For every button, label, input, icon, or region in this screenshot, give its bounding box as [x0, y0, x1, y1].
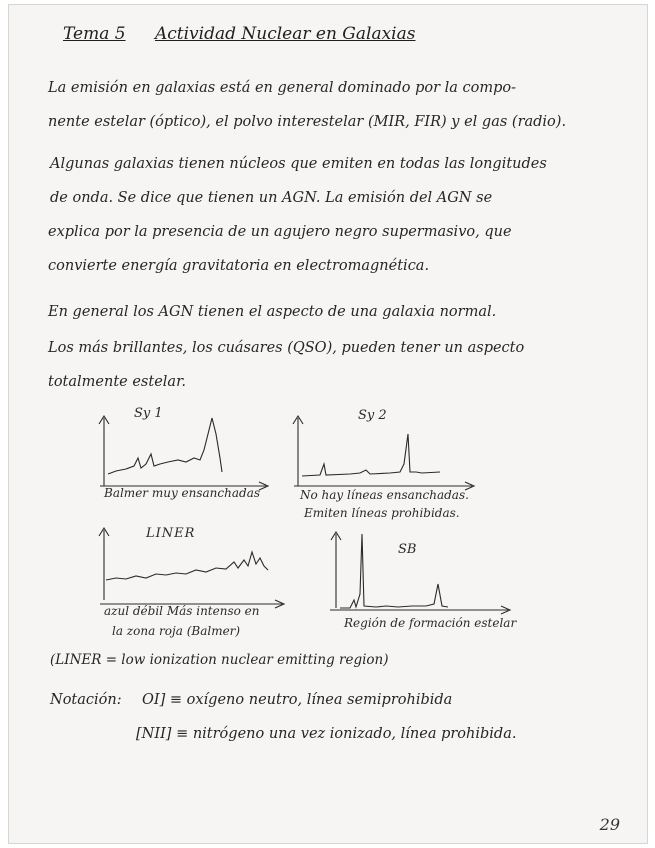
notation-label: Notación: [50, 692, 122, 708]
notation-item-oi: OI] ≡ oxígeno neutro, línea semiprohibida [142, 692, 453, 708]
liner-caption-2: la zona roja (Balmer) [112, 624, 241, 638]
text-line: convierte energía gravitatoria en electromagnética. [48, 258, 430, 274]
sy2-caption-1: No hay líneas ensanchadas. [300, 488, 469, 502]
page-number: 29 [599, 815, 620, 834]
text-line: explica por la presencia de un agujero negro supermasivo, que [48, 224, 512, 240]
topic-number: Tema 5 [63, 24, 126, 44]
sy2-label: Sy 2 [358, 408, 387, 423]
text-line: Los más brillantes, los cuásares (QSO), pueden tener un aspecto [48, 340, 525, 356]
sy1-caption: Balmer muy ensanchadas [104, 486, 261, 500]
text-line: nente estelar (óptico), el polvo interestelar (MIR, FIR) y el gas (radio). [48, 114, 567, 130]
sb-spectrum-sketch [326, 524, 516, 619]
topic-heading: Actividad Nuclear en Galaxias [154, 24, 416, 44]
notebook-page [8, 4, 648, 844]
sb-label: SB [398, 542, 417, 557]
sb-caption: Región de formación estelar [344, 616, 517, 630]
text-line: La emisión en galaxias está en general dominado por la compo- [48, 80, 517, 96]
notation-item-nii: [NII] ≡ nitrógeno una vez ionizado, línea prohibida. [136, 726, 517, 742]
liner-spectrum-sketch [96, 524, 286, 614]
sy1-label: Sy 1 [134, 406, 163, 421]
sy2-caption-2: Emiten líneas prohibidas. [304, 506, 460, 520]
liner-label: LINER [146, 526, 196, 541]
text-line: de onda. Se dice que tienen un AGN. La emisión del AGN se [50, 190, 493, 206]
text-line: totalmente estelar. [48, 374, 187, 390]
liner-definition: (LINER = low ionization nuclear emitting region) [50, 652, 389, 668]
text-line: Algunas galaxias tienen núcleos que emiten en todas las longitudes [50, 156, 547, 172]
liner-caption-1: azul débil Más intenso en [104, 604, 260, 618]
page-title [63, 24, 415, 44]
text-line: En general los AGN tienen el aspecto de una galaxia normal. [48, 304, 497, 320]
